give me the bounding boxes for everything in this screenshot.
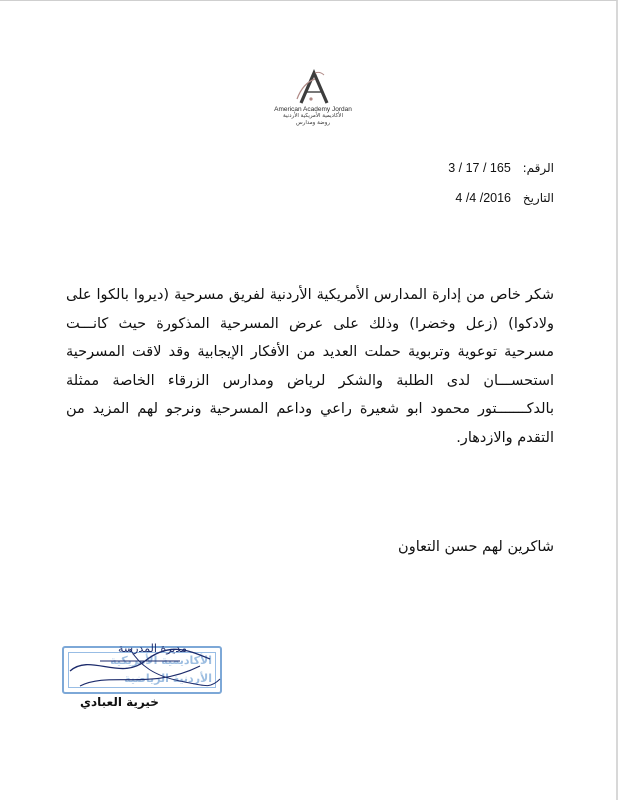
- stamp-line-2: الأردنية الرياضية: [124, 672, 212, 685]
- letterhead-logo: [268, 69, 358, 129]
- date-line: [455, 191, 554, 205]
- signer-name: خيرية العبادي: [80, 695, 159, 709]
- body-paragraph: شكر خاص من إدارة المدارس الأمريكية الأردنية لفريق مسرحية (ديروا بالكوا على ولادكوا) (زعل وخضرا) وذلك على عرض المسرحية المذكورة حيث كانـــت مسرحية توعوية وتربوية حملت العديد من الأفكار الإيجابية وقد لاقت المسرحية استحســـان لدى الطلبة والشكر لرياض ومدارس الزرقاء الخاصة ممثلة بالدكـــــــتور محمود ابو شعيرة راعي وداعم المسرحية ونرجو لهم المزيد من التقدم والازدهار.: [66, 287, 554, 446]
- date-value: 4 /4 /2016: [455, 191, 512, 205]
- reference-label: الرقم:: [522, 161, 554, 175]
- letterhead-subtitle-ar: روضة ومدارس: [295, 120, 331, 126]
- date-label: التاريخ: [522, 191, 554, 205]
- reference-value: 3 / 17 / 165: [448, 161, 511, 175]
- letterhead-name-ar: الأكاديمية الأمريكية الأردنية: [283, 113, 343, 119]
- closing-line: شاكرين لهم حسن التعاون: [398, 539, 554, 555]
- letter-body: [66, 281, 554, 452]
- reference-line: [448, 161, 554, 175]
- academy-a-logo-icon: [293, 69, 333, 105]
- stamp-line-1: الأكاديمية الأمريكية: [110, 654, 212, 667]
- signature-title: مديرة المدرسة: [118, 642, 188, 655]
- letterhead-name-en: American Academy Jordan: [274, 106, 352, 113]
